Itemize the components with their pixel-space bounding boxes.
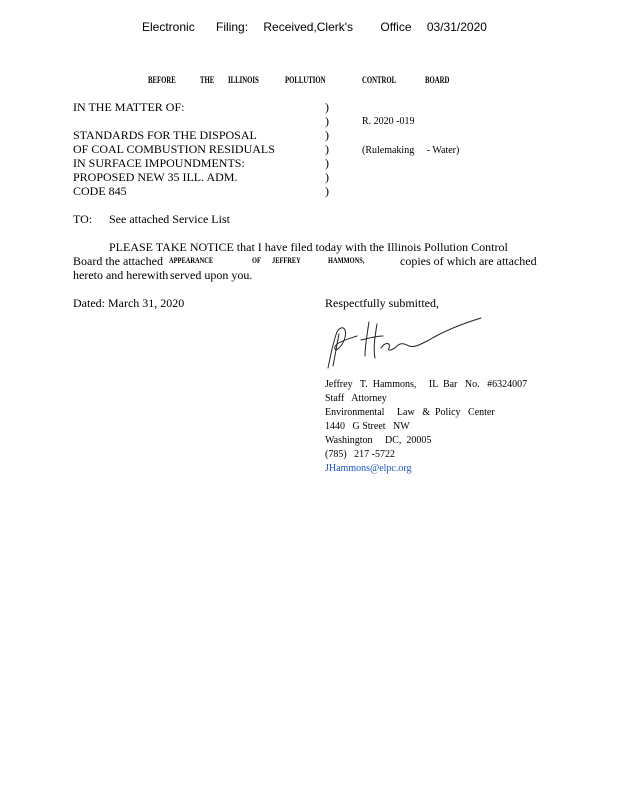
- board-word-pollution: POLLUTION: [285, 75, 326, 85]
- to-label: TO:: [73, 212, 93, 226]
- header-office: Office: [380, 20, 412, 34]
- signer-email-link[interactable]: JHammons@elpc.org: [325, 463, 412, 474]
- service-list: See attached Service List: [109, 212, 230, 226]
- respectfully-submitted: Respectfully submitted,: [325, 296, 439, 310]
- header-electronic: Electronic: [142, 20, 195, 34]
- signer-phone: (785) 217 -5722: [325, 449, 395, 460]
- caption-paren: ): [325, 184, 329, 198]
- board-word-control: CONTROL: [362, 75, 397, 85]
- notice-line-2b: copies of which are attached: [400, 254, 537, 268]
- caption-paren: ): [325, 114, 329, 128]
- caption-line-4: PROPOSED NEW 35 ILL. ADM.: [73, 170, 238, 184]
- signer-title: Staff Attorney: [325, 393, 387, 404]
- notice-line-1: PLEASE TAKE NOTICE that I have filed today with the Illinois Pollution Control: [109, 240, 508, 254]
- caption-line-5: CODE 845: [73, 184, 127, 198]
- notice-line-3b: served upon you.: [170, 268, 253, 282]
- in-the-matter-of: IN THE MATTER OF:: [73, 100, 185, 114]
- rulemaking-type: (Rulemaking - Water): [362, 145, 460, 156]
- notice-appearance: APPEARANCE: [169, 256, 214, 265]
- caption-paren: ): [325, 100, 329, 114]
- board-word-the: THE: [200, 75, 215, 85]
- signer-name: Jeffrey T. Hammons, IL Bar No. #6324007: [325, 379, 528, 390]
- header-filing: Filing:: [216, 20, 249, 34]
- caption-paren: ): [325, 142, 329, 156]
- caption-line-1: STANDARDS FOR THE DISPOSAL: [73, 128, 257, 142]
- signer-city: Washington DC, 20005: [325, 435, 432, 446]
- header-date: 03/31/2020: [426, 20, 487, 34]
- notice-line-2a: Board the attached: [73, 254, 163, 268]
- docket-number: R. 2020 -019: [362, 116, 415, 127]
- filing-header: [142, 20, 487, 34]
- board-word-before: BEFORE: [148, 75, 176, 85]
- notice-hammons: HAMMONS,: [328, 256, 365, 265]
- notice-jeffrey: JEFFREY: [272, 256, 301, 265]
- signer-street: 1440 G Street NW: [325, 421, 410, 432]
- dated-line: Dated: March 31, 2020: [73, 296, 185, 310]
- signer-organization: Environmental Law & Policy Center: [325, 407, 495, 418]
- caption-paren: ): [325, 156, 329, 170]
- notice-line-3a: hereto and herewith: [73, 268, 169, 282]
- caption-line-3: IN SURFACE IMPOUNDMENTS:: [73, 156, 245, 170]
- board-word-board: BOARD: [425, 75, 450, 85]
- notice-of: OF: [252, 256, 261, 265]
- caption-paren: ): [325, 170, 329, 184]
- handwritten-signature: [325, 314, 485, 374]
- caption-line-2: OF COAL COMBUSTION RESIDUALS: [73, 142, 275, 156]
- caption-paren: ): [325, 128, 329, 142]
- board-word-illinois: ILLINOIS: [228, 75, 259, 85]
- header-received: Received,Clerk's: [263, 20, 354, 34]
